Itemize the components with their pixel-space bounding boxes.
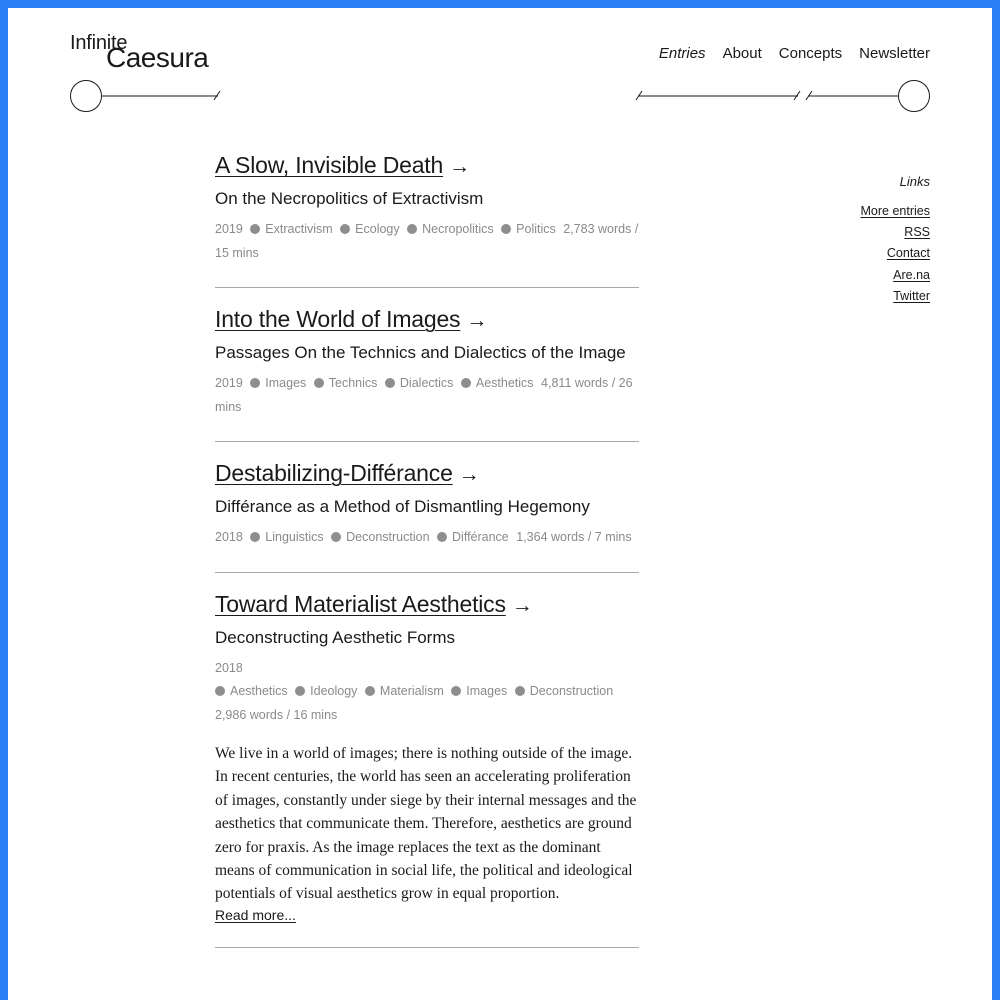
entries-list [215,148,639,962]
tag[interactable] [295,680,357,704]
entry-meta [215,372,639,419]
tag-dot-icon [365,686,375,696]
read-more-link[interactable]: Read more... [215,906,296,923]
tag[interactable] [340,218,399,242]
tag-dot-icon [250,224,260,234]
entry-excerpt: We live in a world of images; there is nothing outside of the image. In recent centuries, the world has seen an accelerating proliferation of images, constantly under siege by their internal messages and the aesthetics that communicate them. Therefore, aesthetics are ground zero for praxis. As the image replaces the text as the dominant means of communication in social life, the political and ideological potentials of visual aesthetics grow in equal proportion. [215,745,637,903]
tag[interactable] [250,526,323,550]
entry-title: Into the World of Images [215,306,461,332]
entry-year: 2018 [215,660,243,675]
tag-dot-icon [314,378,324,388]
tag-label: Technics [328,376,378,390]
entry-title-link[interactable] [215,591,506,618]
tag[interactable] [437,526,509,550]
tag[interactable] [461,372,534,396]
arrow-right-icon: → [511,593,533,617]
tag-label: Deconstruction [529,684,614,698]
tag-label: Ecology [355,222,400,236]
link-contact[interactable]: Contact [886,246,930,261]
tag[interactable] [365,680,444,704]
tag-dot-icon [340,224,350,234]
tag-label: Ideology [310,684,358,698]
entry-stats: 4,811 words / 26 mins [215,376,633,414]
entry-year: 2018 [215,530,243,544]
tag[interactable] [250,218,332,242]
entry-stats: 2,986 words / 16 mins [215,707,338,722]
right-circle-ornament [899,81,930,112]
tag[interactable] [215,680,288,704]
links-sidebar [861,174,930,307]
tag-dot-icon [331,532,341,542]
header-ornament [8,74,992,114]
tag-label: Materialism [379,684,444,698]
entry-year: 2019 [215,376,243,390]
entry-title-link[interactable] [215,306,460,333]
entry-tags [215,680,639,704]
tag-label: Linguistics [265,530,324,544]
tag-dot-icon [295,686,305,696]
arrow-right-icon: → [466,309,488,332]
tag-label: Aesthetics [230,684,288,698]
entry-meta [215,526,639,550]
tag-label: Images [466,684,508,698]
tag[interactable] [331,526,429,550]
tag-dot-icon [250,378,260,388]
tag-label: Différance [452,530,509,544]
tag-dot-icon [437,532,447,542]
links-heading: Links [899,174,930,189]
tag-dot-icon [385,378,395,388]
tag[interactable] [314,372,378,396]
tag-dot-icon [250,532,260,542]
tag-dot-icon [461,378,471,388]
entry-title-link[interactable] [215,460,453,487]
tag[interactable] [515,680,613,704]
tag-dot-icon [515,686,525,696]
page [8,8,992,1000]
tag[interactable] [501,218,556,242]
entry-subtitle: Différance as a Method of Dismantling Hegemony [215,497,590,516]
tag-label: Images [265,376,307,390]
main-nav [659,45,930,62]
entry-stats: 1,364 words / 7 mins [516,530,632,544]
arrow-right-icon: → [458,463,480,486]
logo-line-1: Infinite [70,32,128,54]
link-arena[interactable]: Are.na [893,267,930,282]
entry-meta [215,657,639,728]
tag-label: Deconstruction [346,530,430,544]
link-rss[interactable]: RSS [904,225,930,240]
tag-dot-icon [407,224,417,234]
tag-label: Necropolitics [422,222,494,236]
arrow-right-icon: → [449,155,471,178]
entry-title: Toward Materialist Aesthetics [215,590,506,617]
tag-label: Dialectics [399,376,454,390]
entry-subtitle: Deconstructing Aesthetic Forms [215,627,455,647]
tag[interactable] [407,218,494,242]
entry-title: Destabilizing-Différance [215,460,453,486]
entry-world-of-images [215,302,639,442]
tag[interactable] [250,372,306,396]
logo-line-2: Caesura [106,42,209,73]
tag[interactable] [385,372,454,396]
tag-dot-icon [451,686,461,696]
nav-concepts[interactable]: Concepts [778,45,843,62]
entry-subtitle: Passages On the Technics and Dialectics of the Image [215,343,626,362]
tag-label: Extractivism [265,222,333,236]
link-twitter[interactable]: Twitter [893,288,930,303]
nav-newsletter[interactable]: Newsletter [859,45,930,62]
nav-entries[interactable]: Entries [658,45,706,62]
tag-label: Politics [516,222,556,236]
entry-materialist-aesthetics [215,587,639,948]
tag[interactable] [451,680,507,704]
tag-dot-icon [215,686,225,696]
entry-year: 2019 [215,222,243,236]
link-more-entries[interactable]: More entries [860,204,930,218]
entry-stats: 2,783 words / 15 mins [215,222,639,260]
entry-subtitle: On the Necropolitics of Extractivism [215,189,484,208]
tag-label: Aesthetics [475,376,534,390]
entry-title: A Slow, Invisible Death [215,152,444,178]
entry-slow-invisible-death [215,148,639,288]
entry-destabilizing-differance [215,456,639,573]
tag-dot-icon [501,224,511,234]
entry-title-link[interactable] [215,152,443,179]
nav-about[interactable]: About [722,45,762,62]
entry-meta [215,218,639,265]
left-circle-ornament [71,81,102,112]
